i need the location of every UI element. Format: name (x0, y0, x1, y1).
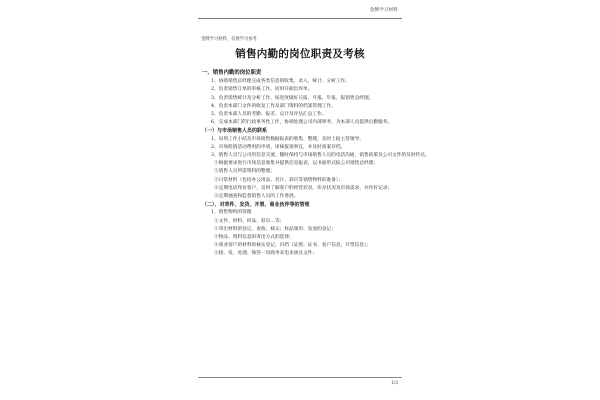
footer-divider (198, 377, 402, 378)
subsection-heading: （二）、对寄件、发货、开票、商业伙伴等的管理 (202, 202, 310, 209)
document-page (198, 6, 430, 394)
paragraph: 3、销售人员与公司的信息交流，随时保持与市场销售人员的电话沟通，销售政策及公司文件的及时传达。 (211, 153, 430, 159)
list-item: ⑤定期抽查和监督销售人员的工作进展。 (214, 194, 299, 200)
list-item: ②寄出材料的登记、查收、核实；样品领用、发放的登记； (214, 226, 336, 232)
list-item: ④定期电话拜访客户，及时了解客户的经营状况、库存状况及市场需求，并作好记录； (214, 185, 393, 191)
page-title: 销售内勤的岗位职责及考核 (235, 48, 365, 60)
list-item: ①文件、材料、样品、彩页…等； (214, 218, 285, 224)
document-body (202, 69, 430, 259)
paragraph: 1、销售物料的管理 (211, 210, 252, 216)
paragraph: 2、市场促销活动费用的申请，审核报销事宜，并及时备案存档。 (211, 144, 346, 150)
list-item: ③物品、资料信息的寄出方式的选择； (214, 235, 294, 241)
list-item: ①根据要求进行市场信息收集并提供信息报表，以书面形式报公司销售总经理； (214, 161, 379, 167)
paragraph: 1、每周工作小结及市场销售数据报表的收集、整理，及时上报主管领导。 (211, 136, 364, 142)
paragraph: 3、负责销售统计及分析工作，按进度做好日报、月报、年报，报销售总经理。 (211, 95, 374, 101)
section-heading: 一、销售内勤的岗位职责 (202, 70, 262, 76)
list-item: ④商业客户的材料的核实登记，归档（证照、证书、客户信息，开票信息）； (214, 243, 372, 249)
paragraph: 5、负责本部人员的考勤、报差、总计及评估汇总工作。 (211, 112, 327, 118)
paragraph: 1、协助销售总经理完成各类信息的收集、录入、统计、分析工作。 (211, 79, 350, 85)
paragraph: 6、完成本部门的行政事务性工作，协调处理公司内部事务，为本部人员提供后勤服务。 (211, 120, 393, 126)
header-divider (198, 18, 402, 19)
header-label: 金牌学习材料 (369, 8, 398, 13)
list-item: ⑤接、发、处理、保管一切商务来电来函及文件； (214, 251, 318, 257)
paragraph: 2、负责销售订单的审核工作，同时开据出库单。 (211, 87, 313, 93)
list-item: ③日常材料（包括办公用品、名片、彩页等销售物料的准备）； (214, 177, 343, 183)
list-item: ②销售人员所需资料的整理； (214, 169, 275, 175)
page-number: 1/3 (391, 381, 398, 386)
paragraph: 4、负责本部门文件的收发工作及部门资料的档案管理工作。 (211, 103, 336, 109)
intro-note: 金牌学习材料，仅供学习参考 (201, 37, 257, 42)
subsection-heading: （一）与市场销售人员的联系 (202, 128, 268, 135)
